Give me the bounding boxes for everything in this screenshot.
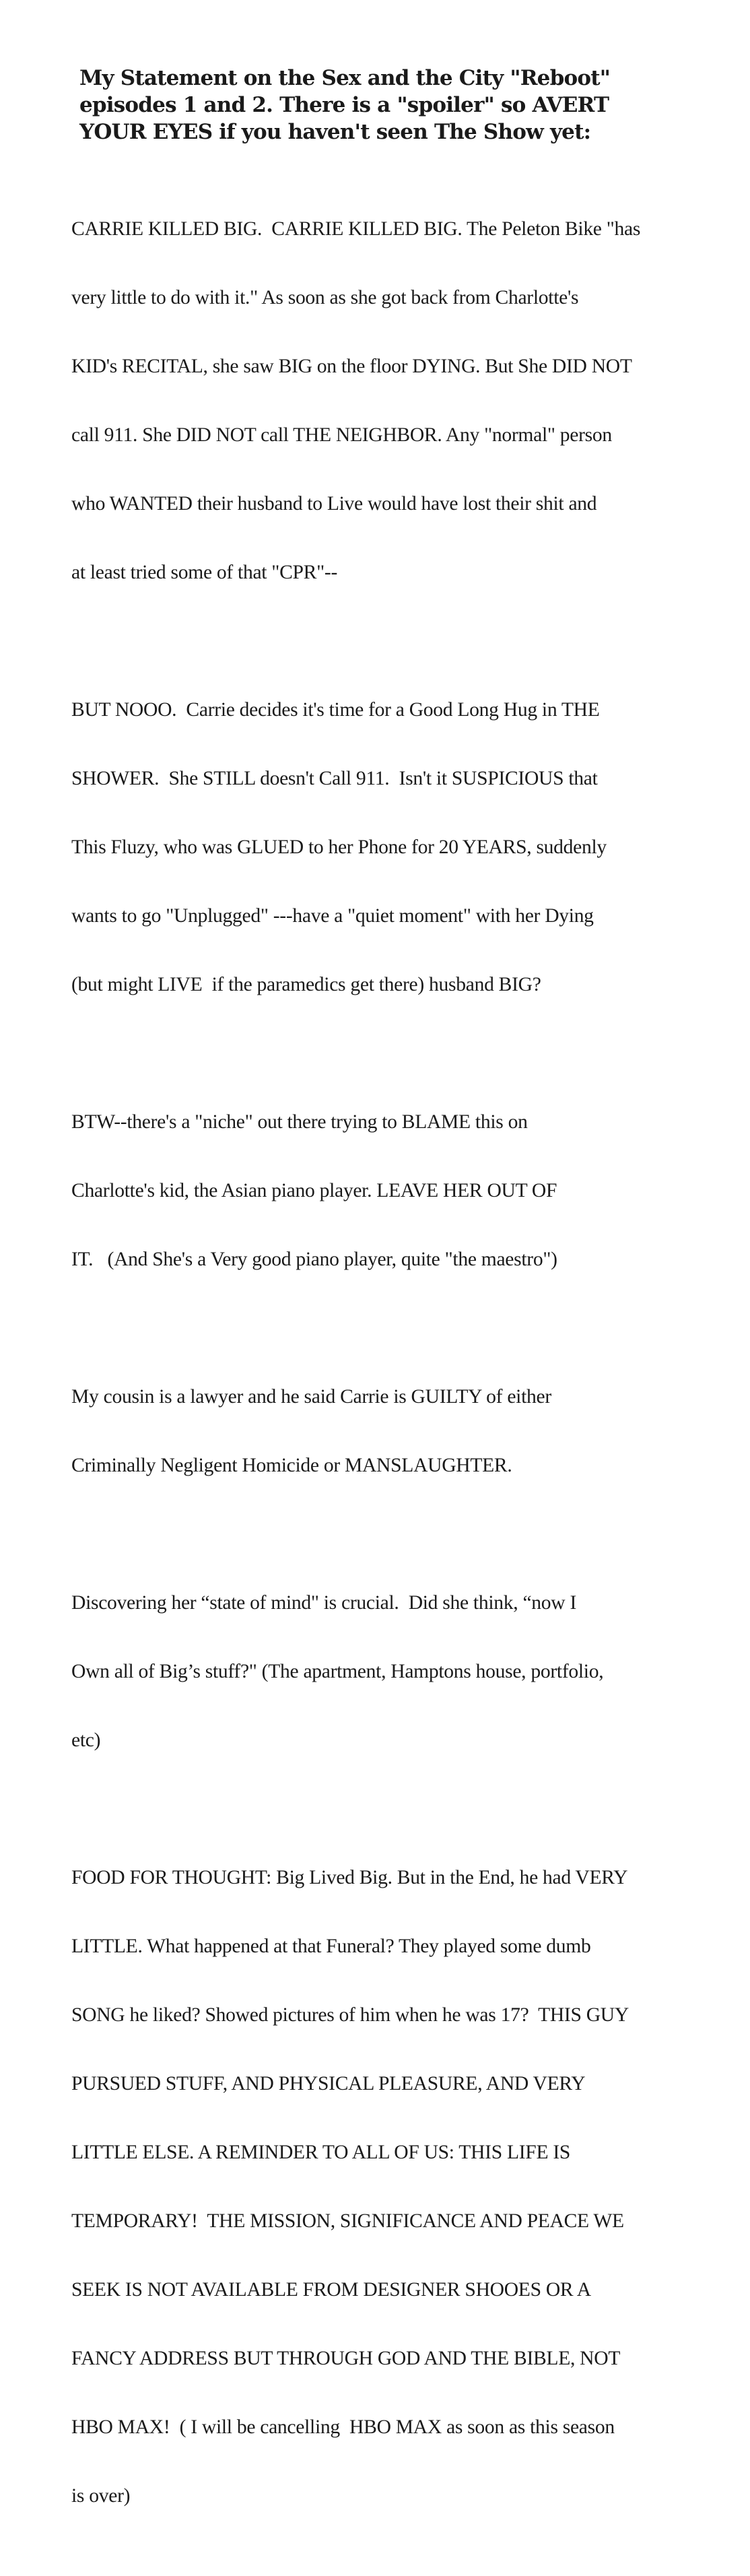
- text-line: call 911. She DID NOT call THE NEIGHBOR. Any "normal" person: [71, 424, 612, 446]
- text-line: Criminally Negligent Homicide or MANSLAUGHTER.: [71, 1455, 512, 1476]
- title-line: episodes 1 and 2. There is a "spoiler" so AVERT: [79, 93, 609, 117]
- paragraph-carrie-killed-big: [71, 172, 694, 630]
- text-line: BUT NOOO. Carrie decides it's time for a Good Long Hug in THE: [71, 699, 600, 721]
- text-line: wants to go "Unplugged" ---have a "quiet moment" with her Dying: [71, 905, 594, 927]
- text-line: CARRIE KILLED BIG. CARRIE KILLED BIG. The Peleton Bike "has: [71, 218, 641, 240]
- statement-title: [79, 65, 685, 145]
- paragraph-state-of-mind: [71, 1546, 694, 1797]
- text-line: etc): [71, 1729, 101, 1751]
- text-line: PURSUED STUFF, AND PHYSICAL PLEASURE, AND VERY: [71, 2073, 586, 2094]
- text-line: (but might LIVE if the paramedics get there) husband BIG?: [71, 974, 541, 995]
- text-line: HBO MAX! ( I will be cancelling HBO MAX as soon as this season: [71, 2416, 615, 2438]
- text-line: SEEK IS NOT AVAILABLE FROM DESIGNER SHOOES OR A: [71, 2279, 591, 2301]
- text-line: LITTLE. What happened at that Funeral? They played some dumb: [71, 1936, 591, 1957]
- paragraph-shower: [71, 653, 694, 1042]
- text-line: IT. (And She's a Very good piano player, quite "the maestro"): [71, 1249, 557, 1270]
- paragraph-food-for-thought: [71, 1820, 694, 2553]
- text-line: SHOWER. She STILL doesn't Call 911. Isn't it SUSPICIOUS that: [71, 768, 598, 789]
- text-line: FOOD FOR THOUGHT: Big Lived Big. But in the End, he had VERY: [71, 1867, 628, 1888]
- text-line: very little to do with it." As soon as she got back from Charlotte's: [71, 287, 579, 308]
- text-line: TEMPORARY! THE MISSION, SIGNIFICANCE AND PEACE WE: [71, 2210, 624, 2232]
- text-line: Charlotte's kid, the Asian piano player. LEAVE HER OUT OF: [71, 1180, 557, 1201]
- statement-body: [71, 172, 694, 2576]
- paragraph-btw: [71, 1065, 694, 1317]
- text-line: SONG he liked? Showed pictures of him when he was 17? THIS GUY: [71, 2004, 629, 2026]
- text-line: BTW--there's a "niche" out there trying to BLAME this on: [71, 1111, 528, 1133]
- text-line: LITTLE ELSE. A REMINDER TO ALL OF US: THIS LIFE IS: [71, 2142, 571, 2163]
- text-line: FANCY ADDRESS BUT THROUGH GOD AND THE BIBLE, NOT: [71, 2348, 621, 2369]
- text-line: Discovering her “state of mind" is crucial. Did she think, “now I: [71, 1592, 577, 1614]
- title-line: YOUR EYES if you haven't seen The Show yet:: [79, 120, 591, 144]
- text-line: at least tried some of that "CPR"--: [71, 562, 338, 583]
- text-line: who WANTED their husband to Live would have lost their shit and: [71, 493, 597, 515]
- title-line: My Statement on the Sex and the City "Reboot": [79, 66, 611, 90]
- text-line: KID's RECITAL, she saw BIG on the floor DYING. But She DID NOT: [71, 356, 632, 377]
- paragraph-lawyer-cousin: [71, 1340, 694, 1523]
- text-line: is over): [71, 2485, 131, 2507]
- text-line: This Fluzy, who was GLUED to her Phone for 20 YEARS, suddenly: [71, 836, 607, 858]
- text-line: My cousin is a lawyer and he said Carrie is GUILTY of either: [71, 1386, 551, 1408]
- text-line: Own all of Big’s stuff?" (The apartment, Hamptons house, portfolio,: [71, 1661, 604, 1682]
